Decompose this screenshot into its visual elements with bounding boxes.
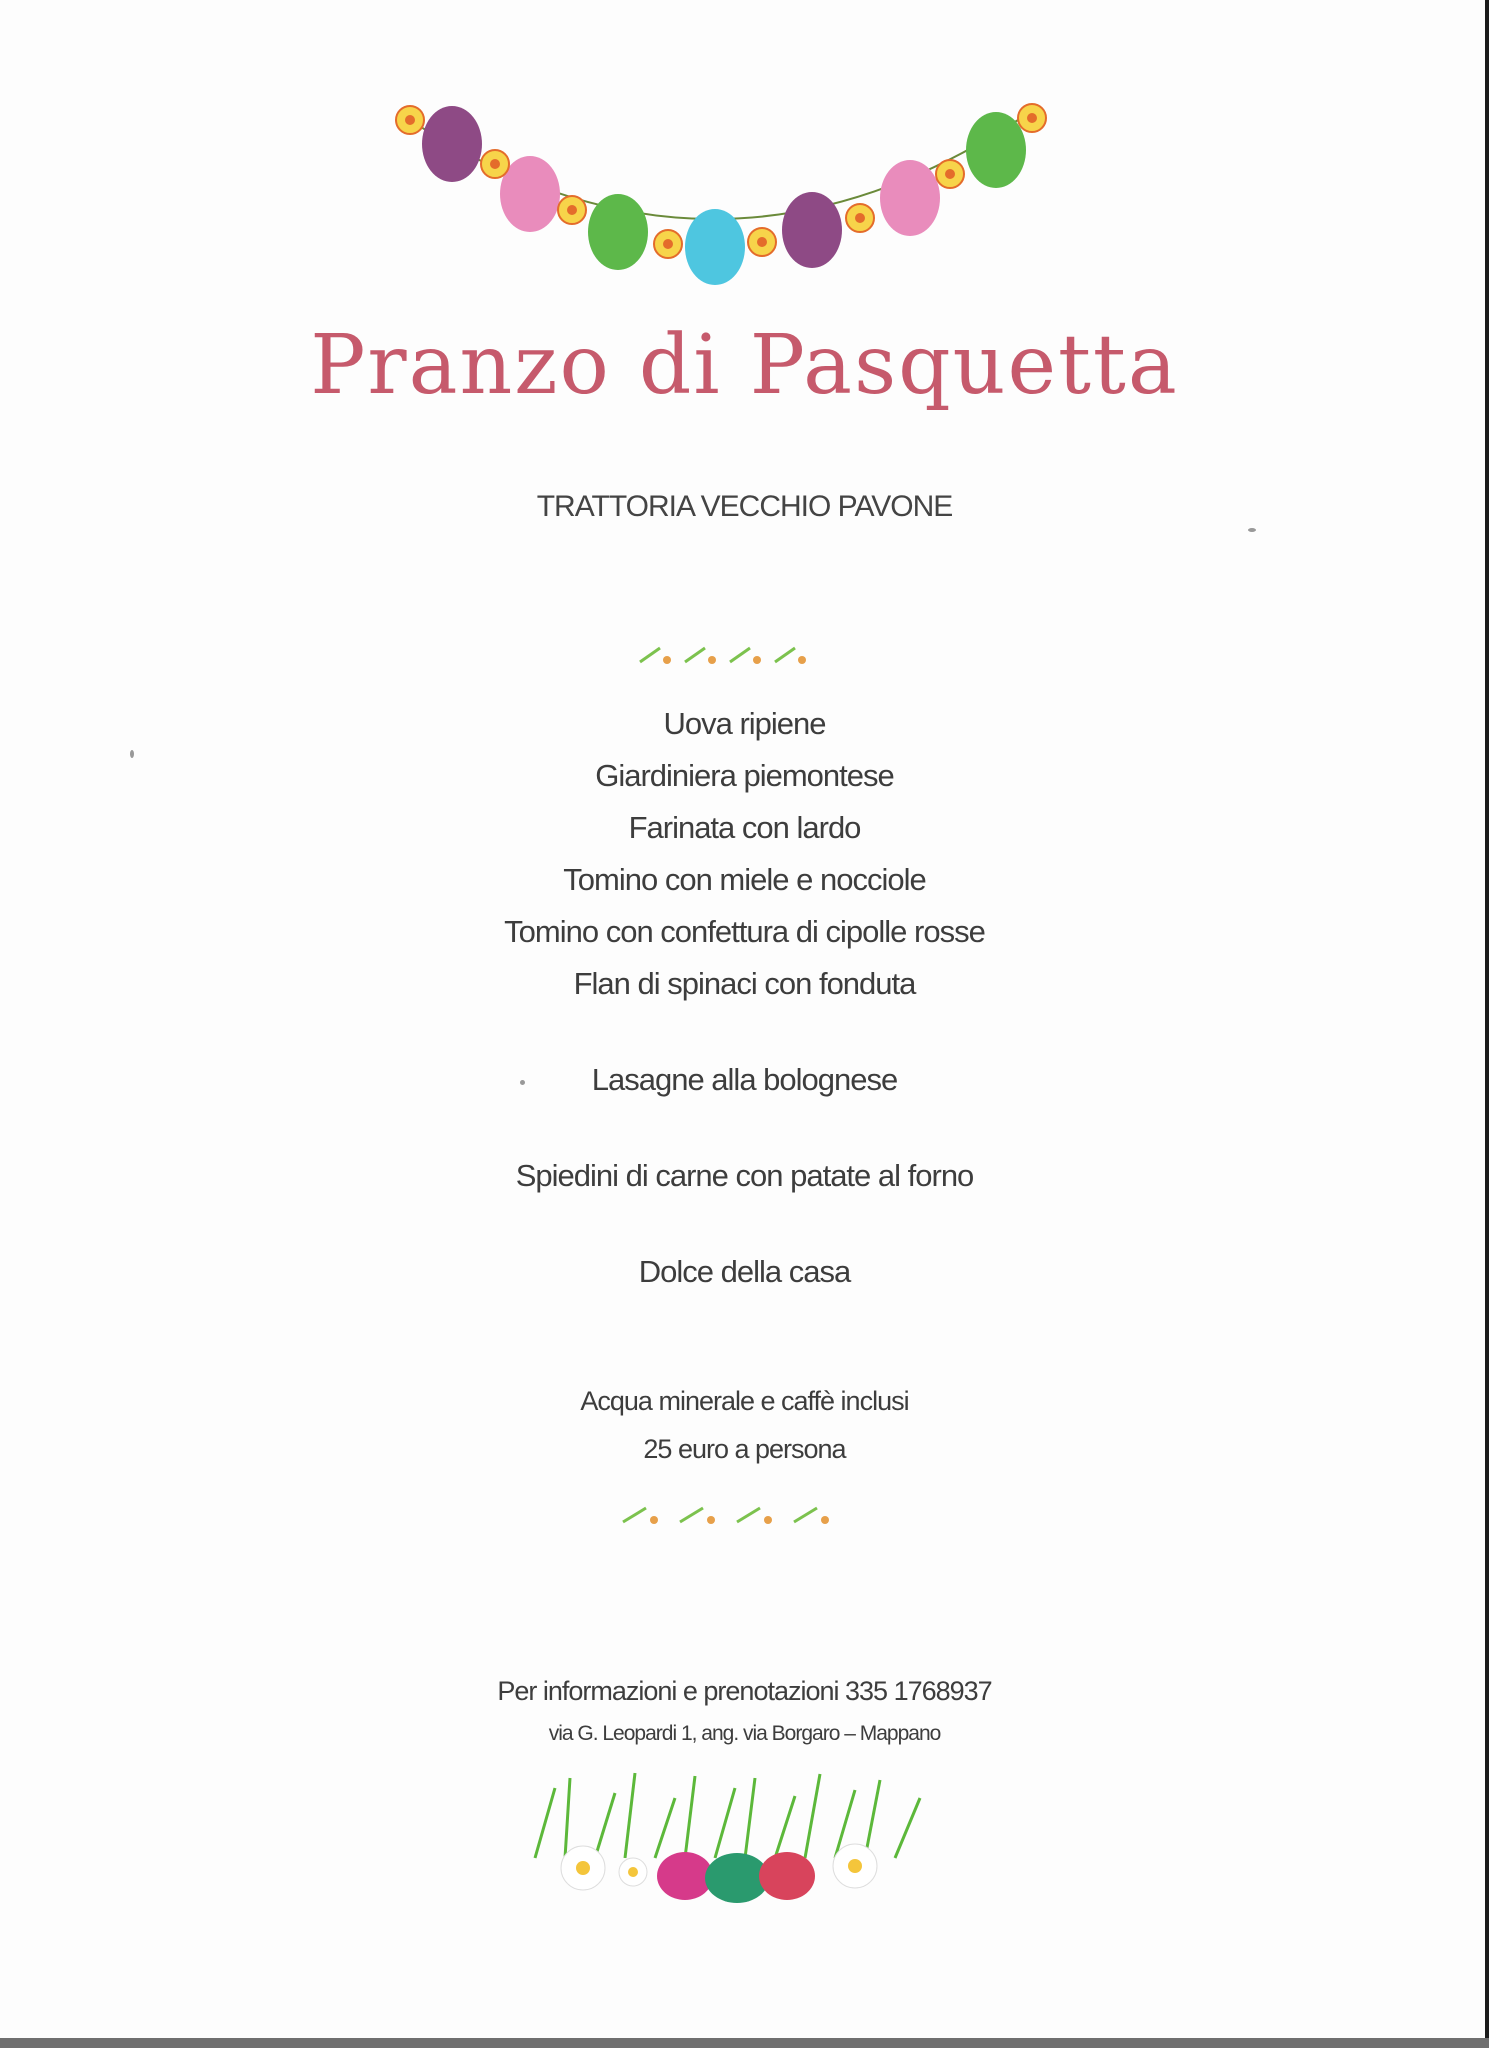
menu-secondo: Spiedini di carne con patate al forno	[515, 1158, 974, 1193]
menu-dolce: Dolce della casa	[638, 1254, 851, 1289]
menu-item: Giardiniera piemontese	[595, 758, 894, 793]
flower-divider-icon	[618, 1500, 848, 1530]
included-note: Acqua minerale e caffè inclusi	[580, 1386, 909, 1416]
grass-eggs-icon	[525, 1768, 935, 1908]
menu-item: Uova ripiene	[663, 706, 826, 741]
contact-info: Per informazioni e prenotazioni 335 1768937	[497, 1676, 992, 1706]
address: via G. Leopardi 1, ang. via Borgaro – Mappano	[548, 1722, 941, 1745]
menu-item: Tomino con miele e nocciole	[563, 862, 926, 897]
price: 25 euro a persona	[643, 1434, 846, 1464]
flower-divider-icon	[635, 640, 815, 670]
restaurant-name: TRATTORIA VECCHIO PAVONE	[536, 490, 953, 523]
menu-item: Farinata con lardo	[628, 810, 861, 845]
menu-item: Flan di spinaci con fonduta	[573, 966, 916, 1001]
page-title: Pranzo di Pasquetta	[310, 318, 1179, 413]
menu-primo: Lasagne alla bolognese	[591, 1062, 898, 1097]
menu-item: Tomino con confettura di cipolle rosse	[504, 914, 985, 949]
easter-egg-garland-icon	[380, 92, 1060, 302]
